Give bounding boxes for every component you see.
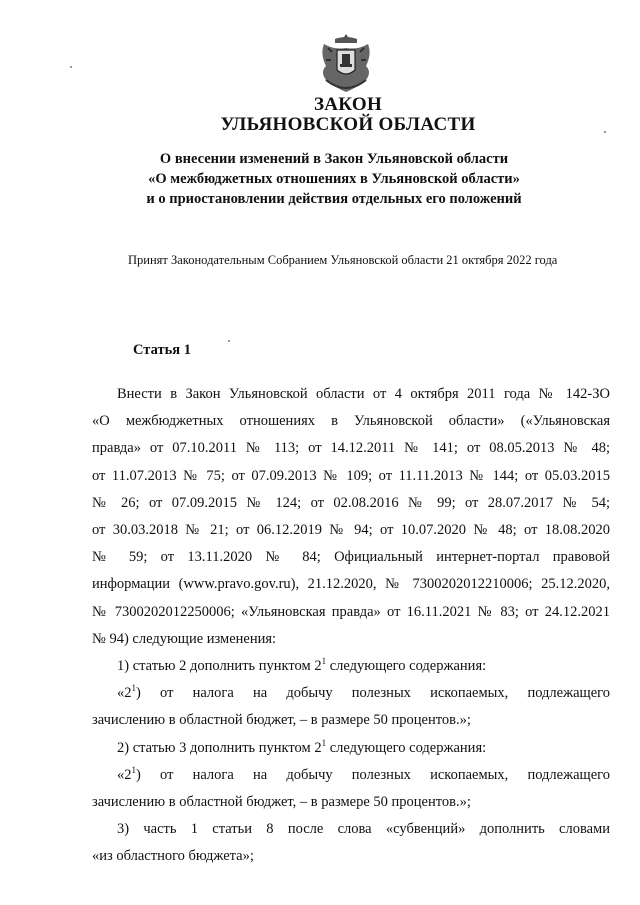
quote-2-line-2: зачислению в областной бюджет, – в размере 50 процентов.»; <box>92 794 471 811</box>
body-line: № 26; от 07.09.2015 № 124; от 02.08.2016 № 99; от 28.07.2017 № 54; <box>92 494 610 511</box>
document-subtitle-line: О внесении изменений в Закон Ульяновской области <box>159 151 509 167</box>
superscript: 1 <box>321 737 327 748</box>
quote-text: ) от налога на добычу полезных ископаемых, подлежащего <box>136 685 610 702</box>
body-line: от 11.07.2013 № 75; от 07.09.2013 № 109; от 11.11.2013 № 144; от 05.03.2015 <box>92 467 610 484</box>
amendment-item-1 <box>92 653 610 680</box>
amendment-text: 1) статью 2 дополнить пунктом 2 <box>117 658 322 675</box>
article-heading: Статья 1 <box>133 342 191 358</box>
body-line: информации (www.pravo.gov.ru), 21.12.2020, № 7300202012210006; 25.12.2020, <box>92 576 610 593</box>
body-line: № 7300202012250006; «Ульяновская правда» от 16.11.2021 № 83; от 24.12.2021 <box>92 603 610 620</box>
document-title-region: УЛЬЯНОВСКОЙ ОБЛАСТИ <box>220 114 476 135</box>
body-line: № 94) следующие изменения: <box>92 630 277 647</box>
superscript: 1 <box>131 683 136 694</box>
body-line: Внести в Закон Ульяновской области от 4 октября 2011 года № 142-ЗО <box>117 386 610 402</box>
quote-1-line-2: зачислению в областной бюджет, – в размере 50 процентов.»; <box>92 712 471 729</box>
amendment-item-3-cont: «из областного бюджета»; <box>92 848 254 865</box>
body-line: от 30.03.2018 № 21; от 06.12.2019 № 94; от 10.07.2020 № 48; от 18.08.2020 <box>92 522 610 539</box>
article-intro <box>92 381 610 871</box>
scan-speck <box>604 131 606 133</box>
scan-speck <box>228 340 230 342</box>
quote-text: ) от налога на добычу полезных ископаемых, подлежащего <box>136 766 610 783</box>
adoption-note: Принят Законодательным Собранием Ульяновской области 21 октября 2022 года <box>128 253 558 267</box>
body-line: правда» от 07.10.2011 № 113; от 14.12.2011 № 141; от 08.05.2013 № 48; <box>92 440 610 457</box>
superscript: 1 <box>131 764 136 775</box>
document-title: ЗАКОН <box>313 94 383 115</box>
amendment-item-2 <box>92 735 610 762</box>
document-subtitle-line: «О межбюджетных отношениях в Ульяновской области» <box>148 171 520 187</box>
quote-text: «2 <box>117 766 132 783</box>
amendment-text: следующего содержания: <box>326 658 487 675</box>
quote-2-line-1 <box>92 762 610 789</box>
superscript: 1 <box>321 656 327 667</box>
quote-text: «2 <box>117 685 132 702</box>
scan-speck <box>70 66 72 68</box>
quote-1-line-1 <box>92 680 610 707</box>
amendment-item-3: 3) часть 1 статьи 8 после слова «субвенций» дополнить словами <box>117 821 610 838</box>
body-line: № 59; от 13.11.2020 № 84; Официальный интернет-портал правовой <box>92 549 610 566</box>
document-subtitle-line: и о приостановлении действия отдельных его положений <box>146 191 522 207</box>
body-line: «О межбюджетных отношениях в Ульяновской области» («Ульяновская <box>92 413 610 430</box>
amendment-text: следующего содержания: <box>326 739 487 756</box>
coat-of-arms-icon <box>318 30 374 96</box>
amendment-text: 2) статью 3 дополнить пунктом 2 <box>117 739 322 756</box>
